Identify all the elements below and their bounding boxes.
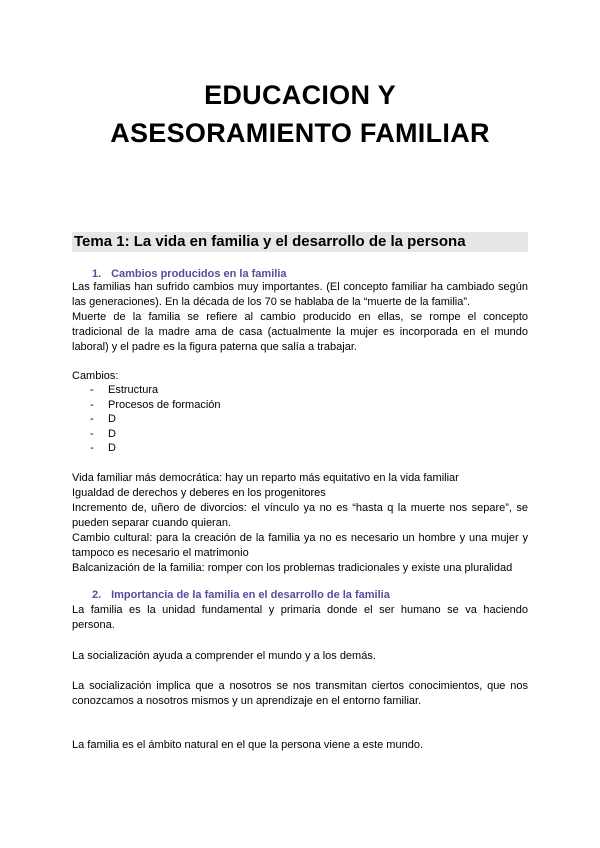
text-line: conozcamos a nosotros mismos y un aprendizaje en el entorno familiar. [72,695,422,707]
section-1-paragraph-1 [72,280,528,310]
section-2-paragraph-4: La familia es el ámbito natural en el que la persona viene a este mundo. [72,739,423,751]
text-line: tradicional de la madre ama de casa (actualmente la mujer es incorporada en el mundo [72,326,528,338]
list-item [90,441,221,456]
section-2-paragraph-2: La socialización ayuda a comprender el mundo y a los demás. [72,650,376,662]
section-2-title: Importancia de la familia en el desarrollo de la familia [111,589,390,601]
text-line: La familia es la unidad fundamental y primaria donde el ser humano se va haciendo [72,604,528,616]
section-2-paragraph-1 [72,603,528,633]
list-item-text: Procesos de formación [108,398,221,411]
text-line: Muerte de la familia se refiere al cambio producido en ellas, se rompe el concepto [72,311,528,323]
list-bullet: - [90,398,94,411]
list-item-text: D [108,413,116,425]
list-bullet: - [90,384,94,396]
text-line: La socialización implica que a nosotros se nos transmitan ciertos conocimientos, que nos [72,680,528,692]
text-line: laboral) y el padre es la figura paterna que salía a trabajar. [72,341,357,353]
list-item [90,383,221,398]
text-line: las generaciones). En la década de los 70 se hablaba de la “muerte de la familia”. [72,296,471,308]
text-line: Vida familiar más democrática: hay un reparto más equitativo en la vida familiar [72,472,459,484]
text-line: Cambio cultural: para la creación de la familia ya no es necesario un hombre y una mujer y [72,532,528,544]
title-line-1: EDUCACION Y [204,80,396,110]
document-title [0,76,600,152]
text-line: tampoco es necesario el matrimonio [72,547,249,559]
cambios-list [90,383,221,456]
list-item-text: D [108,427,116,440]
list-bullet: - [90,413,94,425]
section-1-title: Cambios producidos en la familia [111,268,287,280]
section-2-number: 2. [92,589,102,601]
section-2-paragraph-3 [72,679,528,709]
list-item [90,427,221,442]
list-bullet: - [90,427,94,440]
text-line: Incremento de, uñero de divorcios: el vínculo ya no es “hasta q la muerte nos separe”, se [72,502,528,514]
section-1-number: 1. [92,268,102,280]
text-line: Las familias han sufrido cambios muy importantes. (El concepto familiar ha cambiado según [72,281,528,293]
text-line: persona. [72,619,115,631]
list-item-text: D [108,442,116,454]
text-line: Igualdad de derechos y deberes en los progenitores [72,487,326,499]
section-1-statements [72,471,528,576]
topic-heading: Tema 1: La vida en familia y el desarrollo de la persona [72,232,528,252]
section-2-heading [92,588,390,602]
cambios-label: Cambios: [72,370,119,382]
list-item [90,412,221,427]
title-line-2: ASESORAMIENTO FAMILIAR [110,118,490,148]
list-item-text: Estructura [108,384,159,396]
list-item [90,398,221,413]
text-line: Balcanización de la familia: romper con los problemas tradicionales y existe una pluralidad [72,562,513,574]
text-line: pueden separar cuando quieran. [72,517,232,529]
list-bullet: - [90,442,94,454]
section-1-heading [92,267,287,281]
section-1-paragraph-2 [72,310,528,355]
